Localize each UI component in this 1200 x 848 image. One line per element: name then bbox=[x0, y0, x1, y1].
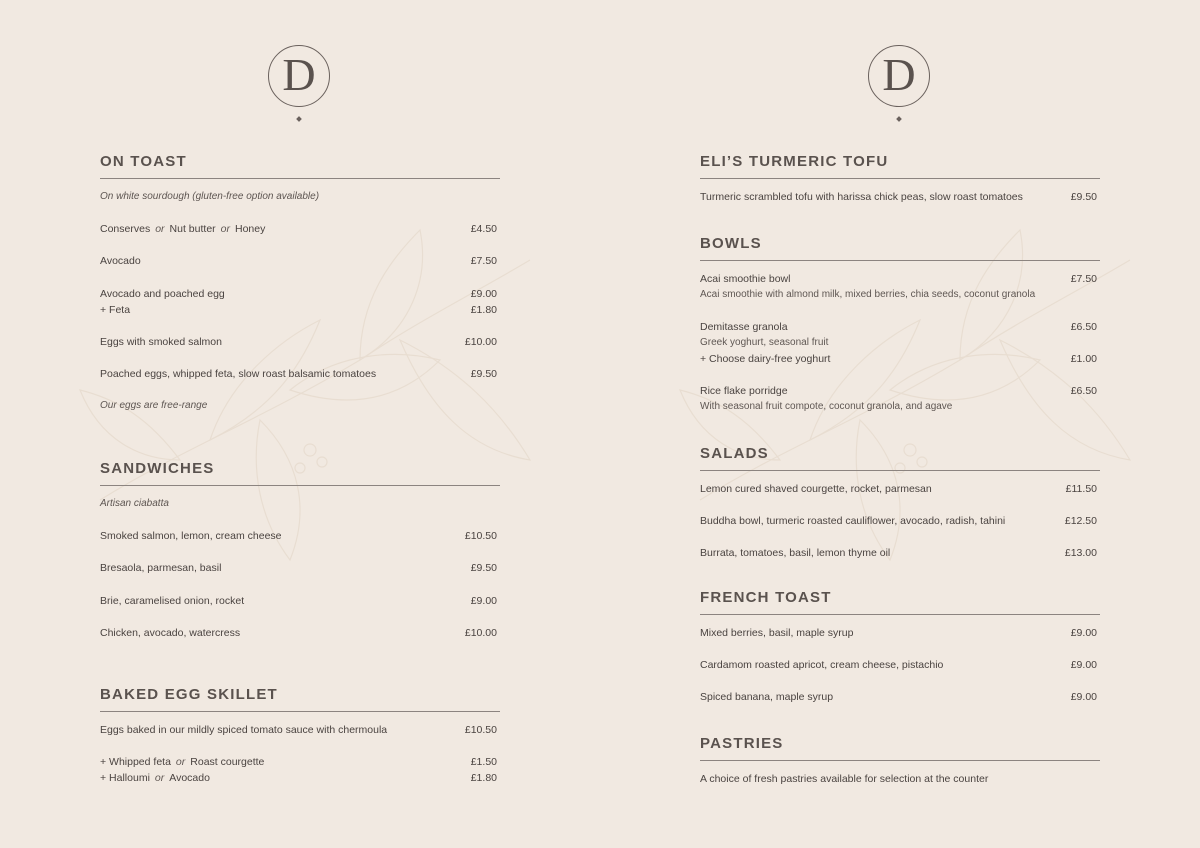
item-price: £9.00 bbox=[470, 595, 497, 607]
menu-item bbox=[100, 528, 500, 544]
section-french-toast bbox=[700, 588, 1100, 615]
or-text: or bbox=[154, 772, 165, 784]
menu-item bbox=[700, 513, 1100, 529]
item-name: Poached eggs, whipped feta, slow roast balsamic tomatoes bbox=[100, 368, 377, 380]
menu-item-addon bbox=[100, 754, 500, 770]
or-text: or bbox=[175, 756, 186, 768]
item-price: £4.50 bbox=[470, 223, 497, 235]
section-title: ELI’S TURMERIC TOFU bbox=[700, 152, 1100, 179]
menu-item-extra bbox=[100, 302, 500, 318]
eggs-footnote: Our eggs are free-range bbox=[100, 400, 208, 411]
item-name: Eggs with smoked salmon bbox=[100, 336, 222, 348]
item-price: £9.00 bbox=[1070, 659, 1097, 671]
item-price: £9.00 bbox=[1070, 691, 1097, 703]
section-salads bbox=[700, 444, 1100, 471]
menu-item bbox=[100, 334, 500, 350]
menu-item bbox=[700, 319, 1100, 335]
item-price: £6.50 bbox=[1070, 385, 1097, 397]
section-title: SANDWICHES bbox=[100, 459, 500, 486]
addon-price: £1.80 bbox=[470, 772, 497, 784]
menu-item bbox=[100, 286, 500, 302]
item-name: Lemon cured shaved courgette, rocket, parmesan bbox=[700, 483, 932, 495]
item-name: Burrata, tomatoes, basil, lemon thyme oil bbox=[700, 547, 891, 559]
item-price: £9.50 bbox=[470, 368, 497, 380]
addon-price: £1.50 bbox=[470, 756, 497, 768]
logo-diamond bbox=[296, 116, 302, 122]
menu-item bbox=[700, 657, 1100, 673]
section-bowls bbox=[700, 234, 1100, 261]
menu-item bbox=[700, 545, 1100, 561]
item-price: £12.50 bbox=[1064, 515, 1097, 527]
section-title: SALADS bbox=[700, 444, 1100, 471]
item-name: Demitasse granola bbox=[700, 321, 788, 333]
item-name: A choice of fresh pastries available for selection at the counter bbox=[700, 773, 989, 785]
section-title: PASTRIES bbox=[700, 734, 1100, 761]
item-price: £9.50 bbox=[1070, 191, 1097, 203]
option-halloumi: + Halloumi bbox=[100, 772, 150, 784]
item-price: £10.50 bbox=[464, 530, 497, 542]
section-title: BOWLS bbox=[700, 234, 1100, 261]
menu-item bbox=[700, 271, 1100, 287]
item-name: Acai smoothie bowl bbox=[700, 273, 791, 285]
item-name: Spiced banana, maple syrup bbox=[700, 691, 834, 703]
brand-logo bbox=[868, 45, 932, 125]
item-name: Smoked salmon, lemon, cream cheese bbox=[100, 530, 282, 542]
item-price: £10.00 bbox=[464, 627, 497, 639]
item-name: Buddha bowl, turmeric roasted cauliflower, avocado, radish, tahini bbox=[700, 515, 1006, 527]
pastries-description bbox=[700, 771, 1100, 787]
or-text: or bbox=[220, 223, 230, 235]
section-baked-egg-skillet bbox=[100, 685, 500, 712]
menu-item bbox=[100, 366, 500, 382]
section-pastries bbox=[700, 734, 1100, 761]
item-name: Avocado and poached egg bbox=[100, 288, 225, 300]
extra-name: + Feta bbox=[100, 304, 131, 316]
section-title: BAKED EGG SKILLET bbox=[100, 685, 500, 712]
menu-item bbox=[700, 481, 1100, 497]
menu-item bbox=[100, 593, 500, 609]
option-conserves: Conserves bbox=[100, 223, 151, 235]
extra-price: £1.80 bbox=[470, 304, 497, 316]
section-on-toast bbox=[100, 152, 500, 179]
option-honey: Honey bbox=[235, 223, 266, 235]
item-name: Eggs baked in our mildly spiced tomato sauce with chermoula bbox=[100, 724, 388, 736]
item-name bbox=[100, 221, 265, 237]
section-title: FRENCH TOAST bbox=[700, 588, 1100, 615]
menu-item bbox=[700, 383, 1100, 399]
on-toast-note: On white sourdough (gluten-free option available) bbox=[100, 191, 320, 202]
item-price: £10.00 bbox=[464, 336, 497, 348]
item-name: Avocado bbox=[100, 255, 141, 267]
item-name: Rice flake porridge bbox=[700, 385, 788, 397]
menu-item bbox=[100, 625, 500, 641]
section-turmeric-tofu bbox=[700, 152, 1100, 179]
option-roast-courgette: Roast courgette bbox=[190, 756, 265, 768]
item-price: £7.50 bbox=[1070, 273, 1097, 285]
menu-item bbox=[100, 560, 500, 576]
item-name: Turmeric scrambled tofu with harissa chick peas, slow roast tomatoes bbox=[700, 191, 1023, 203]
item-price: £11.50 bbox=[1065, 483, 1097, 495]
item-name: Bresaola, parmesan, basil bbox=[100, 562, 222, 574]
item-price: £9.50 bbox=[470, 562, 497, 574]
menu-item bbox=[700, 189, 1100, 205]
logo-diamond bbox=[896, 116, 902, 122]
section-sandwiches bbox=[100, 459, 500, 486]
logo-letter: D bbox=[882, 49, 916, 100]
item-price: £9.00 bbox=[1070, 627, 1097, 639]
menu-item-addon bbox=[100, 770, 500, 786]
item-name: Mixed berries, basil, maple syrup bbox=[700, 627, 854, 639]
item-price: £9.00 bbox=[470, 288, 497, 300]
item-description: Acai smoothie with almond milk, mixed berries, chia seeds, coconut granola bbox=[700, 289, 1036, 300]
addon-name bbox=[100, 770, 210, 786]
extra-price: £1.00 bbox=[1070, 353, 1097, 365]
item-price: £6.50 bbox=[1070, 321, 1097, 333]
menu-item bbox=[100, 722, 500, 738]
item-description: With seasonal fruit compote, coconut granola, and agave bbox=[700, 401, 953, 412]
sandwiches-note: Artisan ciabatta bbox=[100, 498, 169, 509]
option-avocado: Avocado bbox=[169, 772, 210, 784]
item-name: Brie, caramelised onion, rocket bbox=[100, 595, 245, 607]
option-whipped-feta: + Whipped feta bbox=[100, 756, 171, 768]
item-name: Chicken, avocado, watercress bbox=[100, 627, 241, 639]
item-description: Greek yoghurt, seasonal fruit bbox=[700, 337, 829, 348]
addon-name bbox=[100, 754, 264, 770]
logo-letter: D bbox=[282, 49, 316, 100]
menu-item bbox=[700, 689, 1100, 705]
item-name: Cardamom roasted apricot, cream cheese, pistachio bbox=[700, 659, 944, 671]
item-price: £7.50 bbox=[470, 255, 497, 267]
section-title: ON TOAST bbox=[100, 152, 500, 179]
menu-item bbox=[100, 221, 500, 237]
option-nut-butter: Nut butter bbox=[169, 223, 216, 235]
menu-item bbox=[100, 253, 500, 269]
menu-item bbox=[700, 625, 1100, 641]
brand-logo bbox=[268, 45, 332, 125]
item-price: £10.50 bbox=[464, 724, 497, 736]
extra-name: + Choose dairy-free yoghurt bbox=[700, 353, 831, 365]
menu-item-extra bbox=[700, 351, 1100, 367]
or-text: or bbox=[155, 223, 165, 235]
item-price: £13.00 bbox=[1064, 547, 1097, 559]
menu-page-right bbox=[600, 0, 1200, 848]
